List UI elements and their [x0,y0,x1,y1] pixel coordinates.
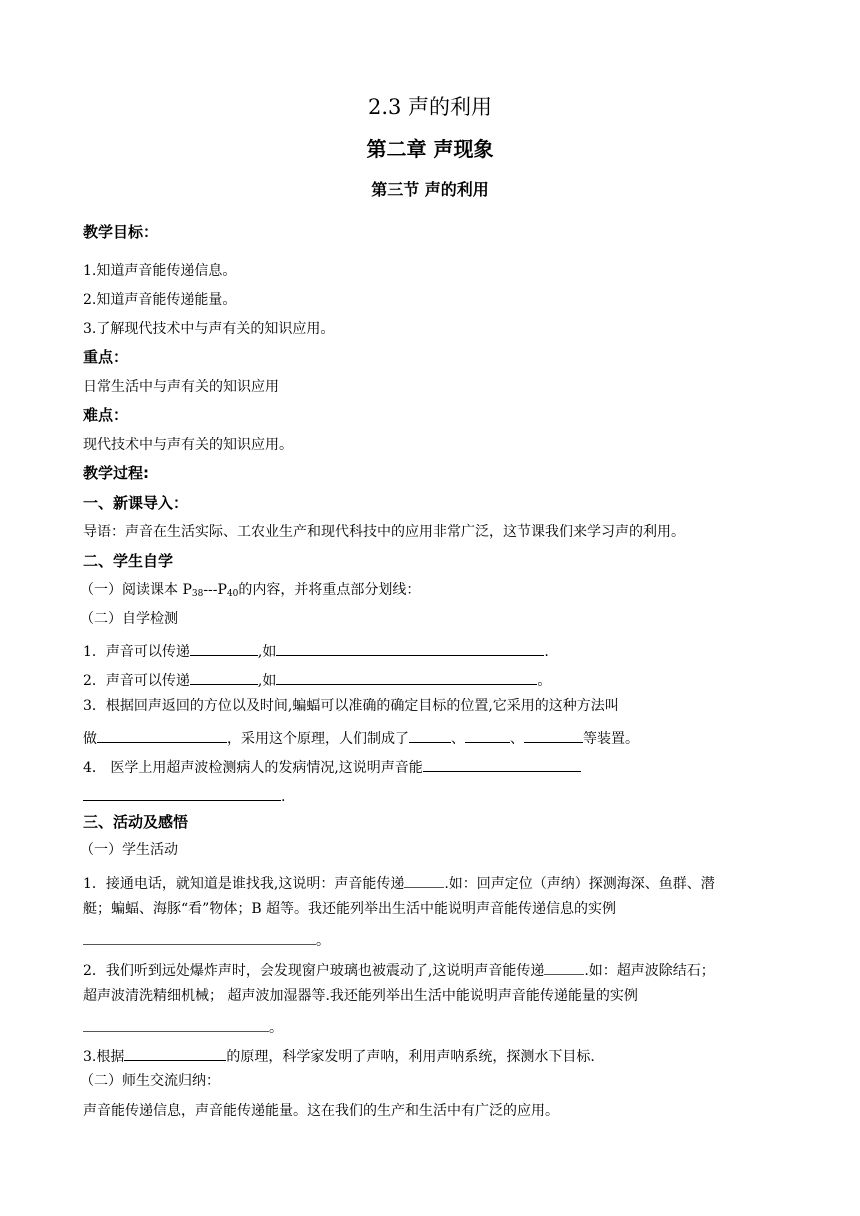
activity-1-line-1 [83,873,715,891]
q2-blank-1[interactable] [190,670,258,685]
q4-end: . [281,789,286,805]
q2-blank-2[interactable] [276,670,537,685]
activity-2-line-1 [83,960,715,978]
activity-2-line-3 [83,1017,283,1035]
activity-2-line-2: 超声波清洗精细机械； 超声波加湿器等.我还能列举出生活中能说明声音能传递能量的实例 [83,988,638,1004]
q3-text-c: 等装置。 [583,731,639,747]
a2-blank-2[interactable] [83,1017,269,1032]
read-page-start: 38 [191,589,204,599]
question-4-line-1 [83,757,581,775]
q3-blank-3[interactable] [465,728,510,743]
a3-blank[interactable] [124,1046,226,1061]
activity-1-line-3 [83,930,330,948]
part3-summary: （二）师生交流归纳： [80,1073,220,1089]
a1-blank-1[interactable] [404,873,444,888]
goal-3: 3.了解现代技术中与声有关的知识应用。 [83,321,335,337]
activity-1-line-2: 艇；蝙蝠、海豚“看”物体；B 超等。我还能列举出生活中能说明声音能传递信息的实例 [83,901,617,917]
a1-text-a: 1．接通电话，就知道是谁找我,这说明：声音能传递 [83,876,405,892]
key-text: 日常生活中与声有关的知识应用 [83,379,279,395]
chapter-title: 第二章 声现象 [366,137,494,161]
question-1 [83,641,549,659]
read-text-a: （一）阅读课本 P [80,582,192,598]
q4-blank-2[interactable] [83,786,281,801]
difficulty-heading: 难点： [83,406,129,424]
part1-heading: 一、新课导入： [83,494,189,512]
question-2 [83,670,551,688]
goals-heading: 教学目标： [83,223,159,241]
a3-text-a: 3.根据 [83,1049,125,1065]
part3-activity: （一）学生活动 [80,842,178,858]
goal-1: 1.知道声音能传递信息。 [83,263,237,279]
a3-text-b: 的原理，科学家发明了声呐，利用声呐系统，探测水下目标. [226,1049,595,1065]
q3-sep-2: 、 [510,731,524,747]
activity-3 [83,1046,595,1064]
question-4-line-2 [83,786,285,804]
section-title: 第三节 声的利用 [371,180,489,199]
a1-end: 。 [316,933,330,949]
a2-text-b: .如：超声波除结石； [584,963,715,979]
a1-text-b: .如：回声定位（声纳）探测海深、鱼群、潜 [444,876,715,892]
q3-sep-1: 、 [451,731,465,747]
q1-text-c: . [544,644,549,660]
doc-title: 2.3 声的利用 [367,95,493,119]
q4-blank-1[interactable] [423,757,581,772]
q1-text-a: 1．声音可以传递 [83,644,190,660]
part3-heading: 三、活动及感悟 [83,813,189,831]
q3-blank-1[interactable] [97,728,227,743]
read-page-end: 40 [226,589,239,599]
part2-heading: 二、学生自学 [83,552,174,570]
q3-text-b: ，采用这个原理，人们制成了 [227,731,409,747]
q2-text-c: 。 [537,673,552,689]
a2-end: 。 [269,1020,283,1036]
q3-blank-4[interactable] [524,728,583,743]
a2-blank-1[interactable] [544,960,584,975]
q2-text-b: ,如 [257,673,277,689]
q4-text-a: 4． 医学上用超声波检测病人的发病情况,这说明声音能 [83,760,423,776]
part1-text: 导语：声音在生活实际、工农业生产和现代科技中的应用非常广泛，这节课我们来学习声的利用。 [83,524,685,540]
q2-text-a: 2．声音可以传递 [83,673,190,689]
read-text-c: 的内容，并将重点部分划线： [238,582,421,598]
goal-2: 2.知道声音能传递能量。 [83,292,237,308]
part2-check: （二）自学检测 [80,611,178,627]
q1-blank-1[interactable] [190,641,258,656]
a1-blank-2[interactable] [83,930,316,945]
q1-blank-2[interactable] [276,641,544,656]
summary-text: 声音能传递信息，声音能传递能量。这在我们的生产和生活中有广泛的应用。 [83,1103,559,1119]
q3-text-a: 做 [83,731,97,747]
question-3-line-2 [83,728,639,746]
read-text-b: ---P [203,582,227,598]
part2-read [80,583,420,599]
question-3-line-1: 3．根据回声返回的方位以及时间,蝙蝠可以准确的确定目标的位置,它采用的这种方法叫 [83,698,619,714]
q1-text-b: ,如 [257,644,277,660]
process-heading: 教学过程: [83,464,149,482]
a2-text-a: 2．我们听到远处爆炸声时，会发现窗户玻璃也被震动了,这说明声音能传递 [83,963,545,979]
difficulty-text: 现代技术中与声有关的知识应用。 [83,437,293,453]
q3-blank-2[interactable] [409,728,451,743]
key-heading: 重点： [83,348,129,366]
